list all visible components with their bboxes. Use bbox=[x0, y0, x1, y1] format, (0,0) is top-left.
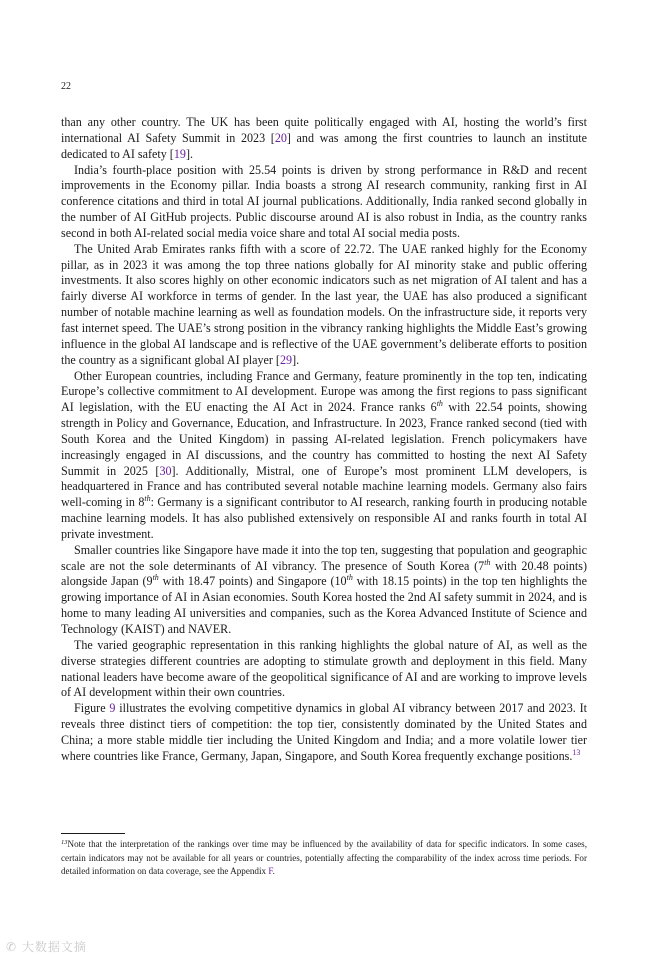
citation-link[interactable]: 29 bbox=[279, 352, 293, 367]
ordinal-suffix: th bbox=[144, 494, 151, 504]
footnote-number: 13 bbox=[61, 839, 68, 846]
paragraph-uae: The United Arab Emirates ranks fifth with a score of 22.72. The UAE ranked highly for the Economy pillar, as in 2023 it was among the top three nations globally for AI minority stake and public offering investments. It also scores highly on other economic indicators such as net migration of AI talent and has a fairly diverse AI workforce in terms of gender. In the last year, the UAE has also produced a significant number of notable machine learning as well as foundation models. On the infrastructure side, it reports very fast internet speed. The UAE’s strong position in the vibrancy ranking highlights the Middle East’s growing influence in the global AI landscape and is reflective of the UAE government’s deliberate efforts to position the country as a significant global AI player [29]. bbox=[61, 241, 587, 367]
citation-link[interactable]: 20 bbox=[274, 130, 287, 145]
figure-link[interactable]: 9 bbox=[109, 701, 116, 716]
ordinal-suffix: th bbox=[484, 557, 491, 567]
paragraph-figure-9: Figure 9 illustrates the evolving competitive dynamics in global AI vibrancy between 2017 and 2023. It reveals three distinct tiers of competition: the top tier, consistently dominated by the United States and China; a more stable middle tier including the United Kingdom and India; and a more volatile lower tier where countries like France, Germany, Japan, Singapore, and South Korea frequently exchange positions.$^{13}$ bbox=[61, 701, 587, 763]
ordinal-suffix: th bbox=[436, 399, 443, 409]
watermark-logo: ✆ 大数据文摘 bbox=[6, 940, 87, 954]
ordinal-suffix: th bbox=[152, 573, 159, 583]
footnote-divider bbox=[61, 833, 125, 834]
paragraph-asia: Smaller countries like Singapore have made it into the top ten, suggesting that population and geographic scale are not the sole determinants of AI vibrancy. The presence of South Korea (7th with 20.48 points) alongside Japan (9th with 18.47 points) and Singapore (10th with 18.15 points) in the top ten highlights the growing importance of AI in Asian economies. South Korea hosted the 2nd AI safety summit in 2024, and is home to many leading AI universities and companies, such as the Korea Advanced Institute of Science and Technology (KAIST) and NAVER. bbox=[61, 542, 587, 636]
paragraph-geography: The varied geographic representation in this ranking highlights the global nature of AI, as well as the diverse strategies different countries are adopting to stimulate growth and deployment in this field. Many national leaders have become aware of the geopolitical significance of AI and are working to improve levels of AI development within their own countries. bbox=[61, 637, 587, 700]
citation-link[interactable]: 30 bbox=[159, 463, 172, 478]
page-number: 22 bbox=[61, 81, 71, 92]
footnote: $^{13}$Note that the interpretation of the rankings over time may be influenced by the availability of data for specific indicators. In some cases, certain indicators may not be available for all years or countries, potentially affecting the comparability of the index across time periods. For detailed information on data coverage, see the Appendix F. bbox=[61, 839, 587, 877]
footnote-marker-link[interactable]: 13 bbox=[572, 747, 581, 757]
paragraph-uk: than any other country. The UK has been quite politically engaged with AI, hosting the world’s first international AI Safety Summit in 2023 [20] and was among the first countries to launch an institute dedicated to AI safety [19]. bbox=[61, 115, 587, 161]
ordinal-suffix: th bbox=[346, 573, 353, 583]
appendix-link[interactable]: F bbox=[268, 866, 273, 877]
citation-link[interactable]: 19 bbox=[173, 146, 186, 161]
body-text bbox=[61, 115, 587, 765]
paragraph-india: India’s fourth-place position with 25.54 points is driven by strong performance in R&D and recent improvements in the Economy pillar. India boasts a strong AI research community, ranking first in AI conference citations and third in total AI journal publications. Additionally, India ranked second globally in the number of AI GitHub projects. Public discourse around AI is also robust in India, as the country ranks second in both AI-related social media voice share and total AI social media posts. bbox=[61, 162, 587, 240]
paragraph-europe: Other European countries, including France and Germany, feature prominently in the top ten, indicating Europe’s collective commitment to AI development. Europe was among the first regions to pass significant AI legislation, with the EU enacting the AI Act in 2024. France ranks 6th with 22.54 points, showing strength in Policy and Governance, Education, and Infrastructure. In 2023, France ranked second (tied with South Korea and the United Kingdom) in passing AI-related legislation. French policymakers have increasingly engaged in AI discussions, and the country has committed to hosting the next AI Safety Summit in 2025 [30]. Additionally, Mistral, one of Europe’s most prominent LLM developers, is headquartered in France and has contributed several notable machine learning models. Germany also fairs well-coming in 8th: Germany is a significant contributor to AI research, ranking fourth in producing notable machine learning models. It has also published extensively on responsible AI and ranks fourth in total AI private investment. bbox=[61, 368, 587, 541]
